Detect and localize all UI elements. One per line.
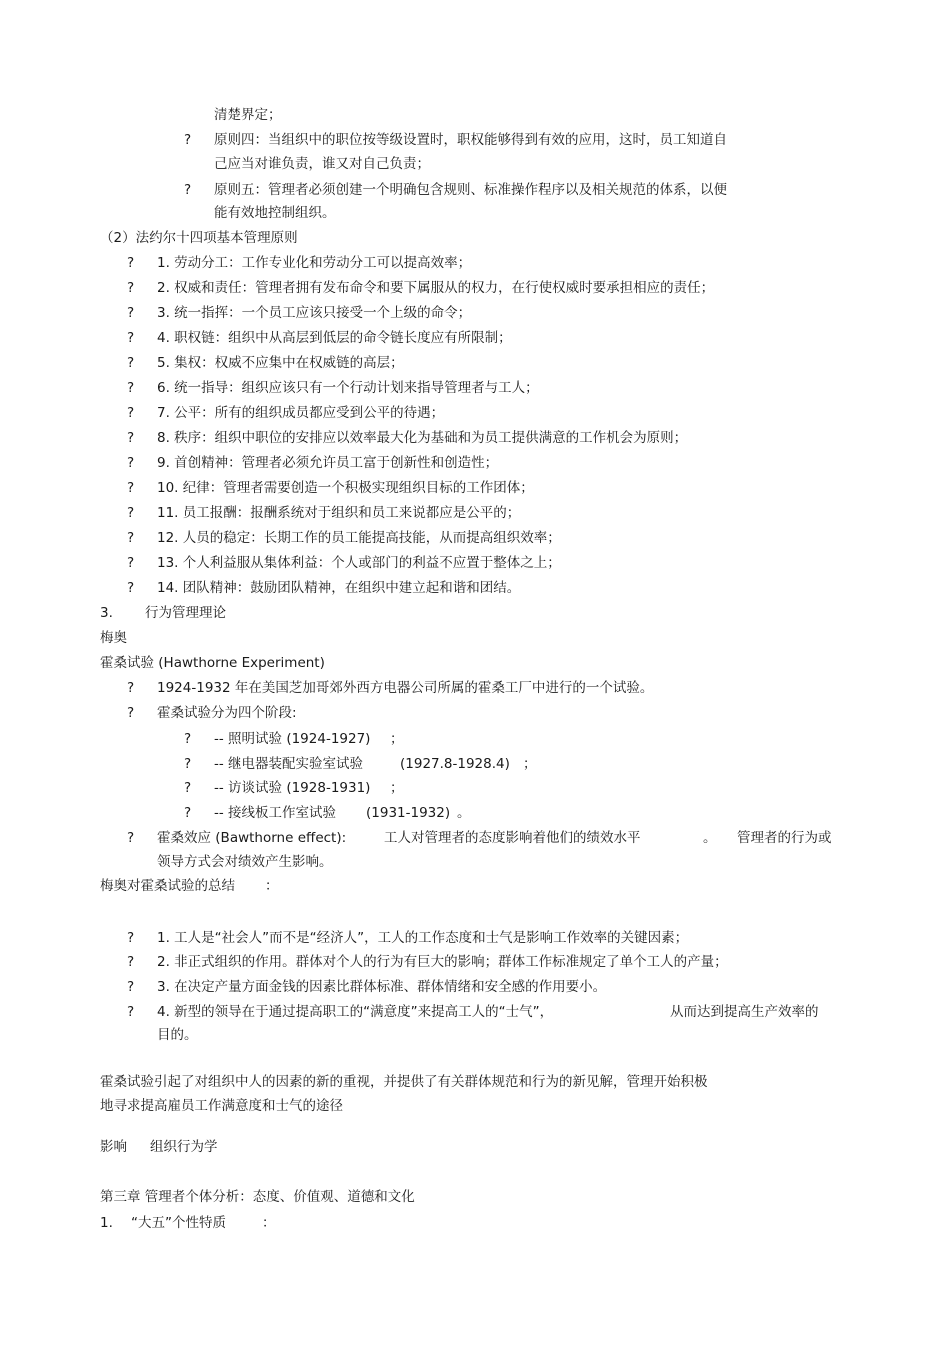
- list-item-cont: 目的。: [157, 1027, 198, 1043]
- list-item: 2. 权威和责任：管理者拥有发布命令和要下属服从的权力，在行使权威时要承担相应的责任；: [157, 280, 715, 296]
- list-item: 3. 在决定产量方面金钱的因素比群体标准、群体情绪和安全感的作用要小。: [157, 979, 607, 995]
- effect-dot: 。: [703, 830, 717, 846]
- stage-end: ；: [390, 731, 404, 747]
- effect-tail: 管理者的行为或: [737, 830, 832, 846]
- bullet: ?: [127, 280, 135, 296]
- list-item: 3. 统一指挥：一个员工应该只接受一个上级的命令；: [157, 305, 472, 321]
- list-item: 9. 首创精神：管理者必须允许员工富于创新性和创造性；: [157, 455, 499, 471]
- item-colon: ：: [262, 1215, 276, 1231]
- summary-title: 梅奥对霍桑试验的总结: [100, 878, 235, 894]
- chapter-title: 第三章 管理者个体分析：态度、价值观、道德和文化: [100, 1189, 415, 1205]
- list-item: 2. 非正式组织的作用。群体对个人的行为有巨大的影响；群体工作标准规定了单个工人的产量；: [157, 954, 728, 970]
- stage-name: -- 继电器装配实验室试验: [214, 756, 364, 772]
- list-item: 1924-1932 年在美国芝加哥郊外西方电器公司所属的霍桑工厂中进行的一个试验。: [157, 680, 654, 696]
- paragraph-line2: 地寻求提高雇员工作满意度和士气的途径: [100, 1098, 343, 1114]
- principle4-line1: 原则四：当组织中的职位按等级设置时，职权能够得到有效的应用，这时，员工知道自: [214, 132, 727, 148]
- list-item: 1. 工人是“社会人”而不是“经济人”，工人的工作态度和士气是影响工作效率的关键因素；: [157, 930, 689, 946]
- principle5-line2: 能有效地控制组织。: [214, 205, 336, 221]
- bullet: ?: [127, 480, 135, 496]
- stage-dates: (1931-1932): [366, 805, 451, 821]
- bullet: ?: [127, 530, 135, 546]
- mayo-label: 梅奥: [100, 630, 127, 646]
- effect-text: 工人对管理者的态度影响着他们的绩效水平: [384, 830, 641, 846]
- effect-line2: 领导方式会对绩效产生影响。: [157, 854, 333, 870]
- bullet: ?: [127, 455, 135, 471]
- principle4-line2: 己应当对谁负责，谁又对自己负责；: [214, 156, 430, 172]
- hawthorne-title: 霍桑试验 (Hawthorne Experiment): [100, 655, 325, 671]
- section-title: 行为管理理论: [145, 605, 226, 621]
- list-item: 13. 个人利益服从集体利益：个人或部门的利益不应置于整体之上；: [157, 555, 561, 571]
- bullet: ?: [127, 1004, 135, 1020]
- stage-dates: (1927.8-1928.4): [400, 756, 510, 772]
- stage-name: -- 访谈试验 (1928-1931): [214, 780, 371, 796]
- list-item-tail: 从而达到提高生产效率的: [670, 1004, 819, 1020]
- fayol-heading: （2）法约尔十四项基本管理原则: [100, 230, 298, 246]
- list-item: 7. 公平：所有的组织成员都应受到公平的待遇；: [157, 405, 445, 421]
- bullet: ?: [184, 132, 192, 148]
- principle5-line1: 原则五：管理者必须创建一个明确包含规则、标准操作程序以及相关规范的体系，以便: [214, 182, 727, 198]
- bullet: ?: [127, 355, 135, 371]
- list-item: 4. 新型的领导在于通过提高职工的“满意度”来提高工人的“士气”，: [157, 1004, 554, 1020]
- list-item: 1. 劳动分工：工作专业化和劳动分工可以提高效率；: [157, 255, 472, 271]
- list-item: 10. 纪律：管理者需要创造一个积极实现组织目标的工作团体；: [157, 480, 534, 496]
- bullet: ?: [184, 805, 192, 821]
- list-item: 12. 人员的稳定：长期工作的员工能提高技能，从而提高组织效率；: [157, 530, 561, 546]
- item-text: “大五”个性特质: [131, 1215, 226, 1231]
- bullet: ?: [127, 580, 135, 596]
- stage-name: -- 接线板工作室试验: [214, 805, 337, 821]
- stage-end: 。: [457, 805, 471, 821]
- bullet: ?: [184, 780, 192, 796]
- influence-value: 组织行为学: [150, 1139, 218, 1155]
- bullet: ?: [127, 330, 135, 346]
- influence-label: 影响: [100, 1139, 127, 1155]
- bullet: ?: [127, 979, 135, 995]
- bullet: ?: [127, 430, 135, 446]
- list-item: 11. 员工报酬：报酬系统对于组织和员工来说都应是公平的；: [157, 505, 521, 521]
- paragraph-line1: 霍桑试验引起了对组织中人的因素的新的重视，并提供了有关群体规范和行为的新见解，管理开始积极: [100, 1074, 708, 1090]
- summary-colon: ：: [265, 878, 279, 894]
- list-item: 6. 统一指导：组织应该只有一个行动计划来指导管理者与工人；: [157, 380, 539, 396]
- bullet: ?: [184, 731, 192, 747]
- bullet: ?: [127, 380, 135, 396]
- effect-label: 霍桑效应 (Bawthorne effect):: [157, 830, 347, 846]
- item-number: 1.: [100, 1215, 113, 1231]
- bullet: ?: [184, 756, 192, 772]
- bullet: ?: [127, 930, 135, 946]
- bullet: ?: [127, 954, 135, 970]
- bullet: ?: [127, 830, 135, 846]
- bullet: ?: [127, 305, 135, 321]
- bullet: ?: [127, 255, 135, 271]
- bullet: ?: [127, 680, 135, 696]
- bullet: ?: [127, 505, 135, 521]
- list-item: 4. 职权链：组织中从高层到低层的命令链长度应有所限制；: [157, 330, 512, 346]
- list-item: 14. 团队精神：鼓励团队精神，在组织中建立起和谐和团结。: [157, 580, 521, 596]
- list-item: 8. 秩序：组织中职位的安排应以效率最大化为基础和为员工提供满意的工作机会为原则；: [157, 430, 688, 446]
- list-item: 5. 集权：权威不应集中在权威链的高层；: [157, 355, 404, 371]
- stage-end: ；: [390, 780, 404, 796]
- list-item: 霍桑试验分为四个阶段:: [157, 705, 297, 721]
- bullet: ?: [127, 405, 135, 421]
- bullet: ?: [184, 182, 192, 198]
- section-number: 3.: [100, 605, 113, 621]
- stage-end: ；: [523, 756, 537, 772]
- bullet: ?: [127, 705, 135, 721]
- continued-line: 清楚界定；: [214, 107, 282, 123]
- bullet: ?: [127, 555, 135, 571]
- stage-name: -- 照明试验 (1924-1927): [214, 731, 371, 747]
